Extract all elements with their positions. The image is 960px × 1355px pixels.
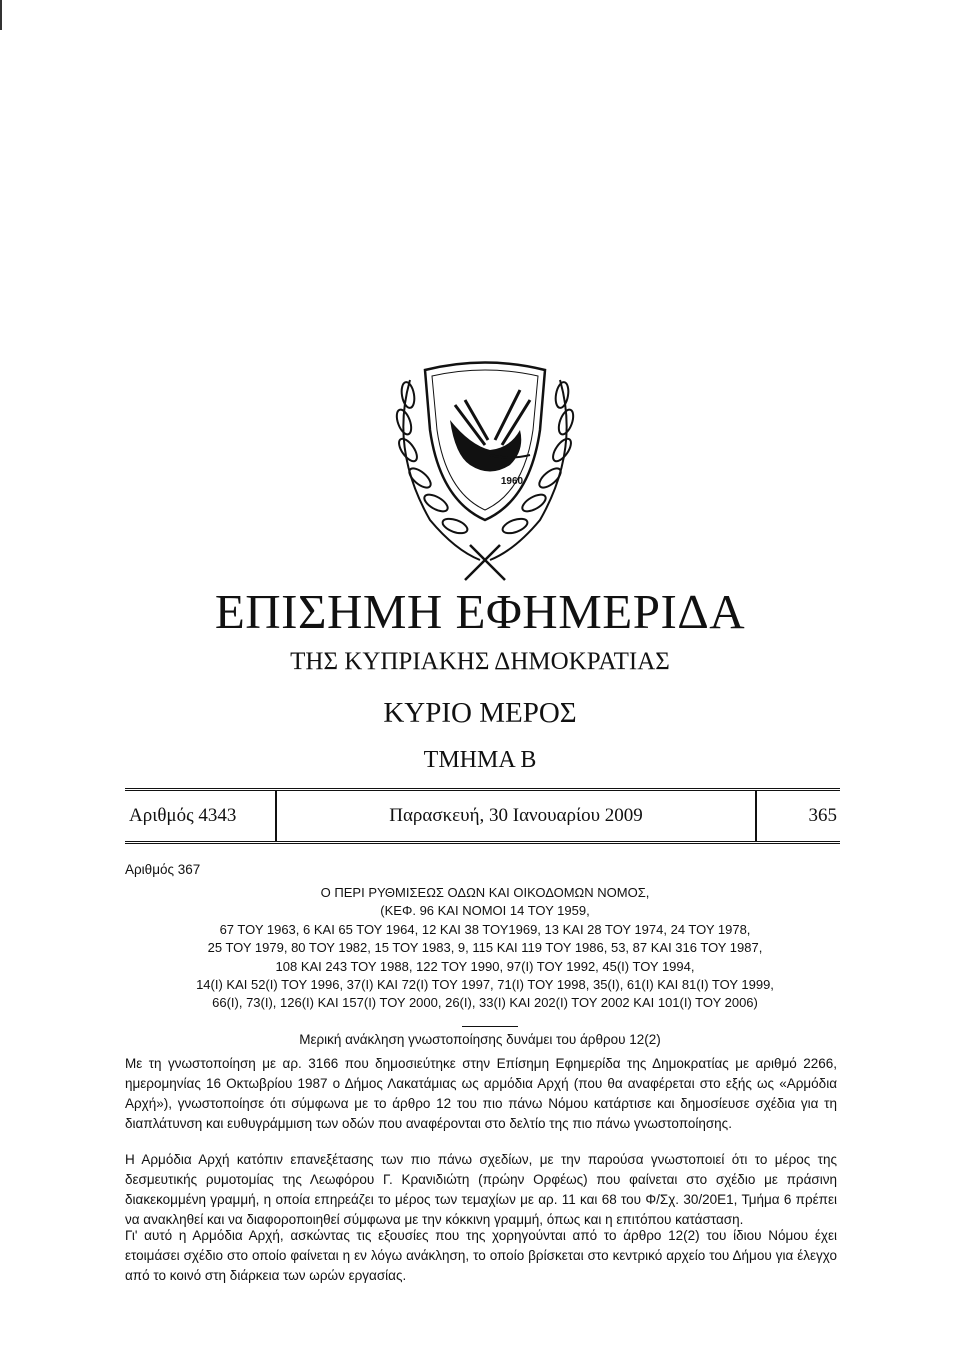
law-title-line: 14(Ι) ΚΑΙ 52(Ι) ΤΟΥ 1996, 37(Ι) ΚΑΙ 72(Ι) ΤΟΥ 1997, 71(Ι) ΤΟΥ 1998, 35(Ι), 61(Ι) ΚΑΙ 81(Ι) ΤΟΥ 1999, xyxy=(196,977,774,993)
gazette-subtitle: ΤΗΣ ΚΥΠΡΙΑΚΗΣ ΔΗΜΟΚΡΑΤΙΑΣ xyxy=(290,648,670,675)
coat-of-arms-icon xyxy=(370,360,600,585)
notice-number: Αριθμός 367 xyxy=(125,862,201,877)
issue-info-box xyxy=(125,788,840,844)
notice-paragraph-1: Με τη γνωστοποίηση με αρ. 3166 που δημοσιεύτηκε στην Επίσημη Εφημερίδα της Δημοκρατίας με αριθμό 2266, ημερομηνίας 16 Οκτωβρίου 1987 ο Δήμος Λακατάμιας ως αρμόδια Αρχή (που θα αναφέρεται στο εξής ως «Αρμόδια Αρχή»), γνωστοποίησε ότι σύμφωνα με το άρθρο 12 του πιο πάνω Νόμου κατάρτισε και δημοσίευσε σχέδια για τη διαπλάτυνση και ευθυγράμμιση των οδών που αναφέρονται στο δελτίο της πιο πάνω γνωστοποίησης. xyxy=(125,1056,837,1131)
gazette-section: ΤΜΗΜΑ Β xyxy=(423,747,537,773)
law-title-line: Ο ΠΕΡΙ ΡΥΘΜΙΣΕΩΣ ΟΔΩΝ ΚΑΙ ΟΙΚΟΔΟΜΩΝ ΝΟΜΟΣ, xyxy=(320,885,650,900)
notice-paragraph-3: Γι' αυτό η Αρμόδια Αρχή, ασκώντας τις εξουσίες που της χορηγούνται από το άρθρο 12(2) του ίδιου Νόμου έχει ετοιμάσει σχέδιο στο οποίο φαίνεται η εν λόγω ανάκληση, το οποίο βρίσκεται στο κεντρικό αρχείο του Δήμου για έλεγχο από το κοινό στη διάρκεια των ωρών εργασίας. xyxy=(125,1228,837,1283)
page-number: 365 xyxy=(808,805,837,826)
law-title-line: 25 ΤΟΥ 1979, 80 ΤΟΥ 1982, 15 ΤΟΥ 1983, 9, 115 ΚΑΙ 119 ΤΟΥ 1986, 53, 87 ΚΑΙ 316 ΤΟΥ 1987, xyxy=(207,940,763,956)
law-title-line: 67 ΤΟΥ 1963, 6 ΚΑΙ 65 ΤΟΥ 1964, 12 ΚΑΙ 38 ΤΟΥ1969, 13 ΚΑΙ 28 ΤΟΥ 1974, 24 ΤΟΥ 1978, xyxy=(219,921,751,937)
issue-date: Παρασκευή, 30 Ιανουαρίου 2009 xyxy=(275,791,757,841)
coat-of-arms-emblem xyxy=(370,360,600,585)
law-title-line: 66(Ι), 73(Ι), 126(Ι) ΚΑΙ 157(Ι) ΤΟΥ 2000, 26(Ι), 33(Ι) ΚΑΙ 202(Ι) ΤΟΥ 2002 ΚΑΙ 101(Ι) ΤΟΥ 2006) xyxy=(212,995,758,1011)
issue-number: Αριθμός 4343 xyxy=(129,805,237,826)
emblem-year: 1960 xyxy=(500,476,524,487)
law-title-line: (ΚΕΦ. 96 ΚΑΙ ΝΟΜΟΙ 14 ΤΟΥ 1959, xyxy=(380,903,590,919)
scan-edge-mark xyxy=(0,0,2,30)
notice-heading: Μερική ανάκληση γνωστοποίησης δυνάμει του άρθρου 12(2) xyxy=(299,1032,661,1047)
law-title-line: 108 ΚΑΙ 243 ΤΟΥ 1988, 122 ΤΟΥ 1990, 97(Ι) ΤΟΥ 1992, 45(Ι) ΤΟΥ 1994, xyxy=(275,958,695,974)
gazette-title: ΕΠΙΣΗΜΗ ΕΦΗΜΕΡΙΔΑ xyxy=(214,584,746,639)
law-title-block xyxy=(145,884,825,1013)
separator-rule xyxy=(462,1026,518,1027)
notice-paragraph-2: Η Αρμόδια Αρχή κατόπιν επανεξέτασης των πιο πάνω σχεδίων, με την παρούσα γνωστοποιεί ότι το μέρος της δεσμευτικής ρυμοτομίας της Λεωφόρου Γ. Κρανιδιώτη (πρώην Ορφέως) που φαίνεται στο σχέδιο με πράσινη διακεκομμένη γραμμή, η οποία επηρεάζει το μέρος των τεμαχίων με αρ. 11 και 68 του Φ/Σχ. 30/20Ε1, Τμήμα 6 πρέπει να ανακληθεί και να διαφοροποιηθεί σύμφωνα με την κόκκινη γραμμή, όπως και η επιτόπου κατάσταση. xyxy=(125,1152,837,1227)
gazette-part: ΚΥΡΙΟ ΜΕΡΟΣ xyxy=(383,697,577,729)
